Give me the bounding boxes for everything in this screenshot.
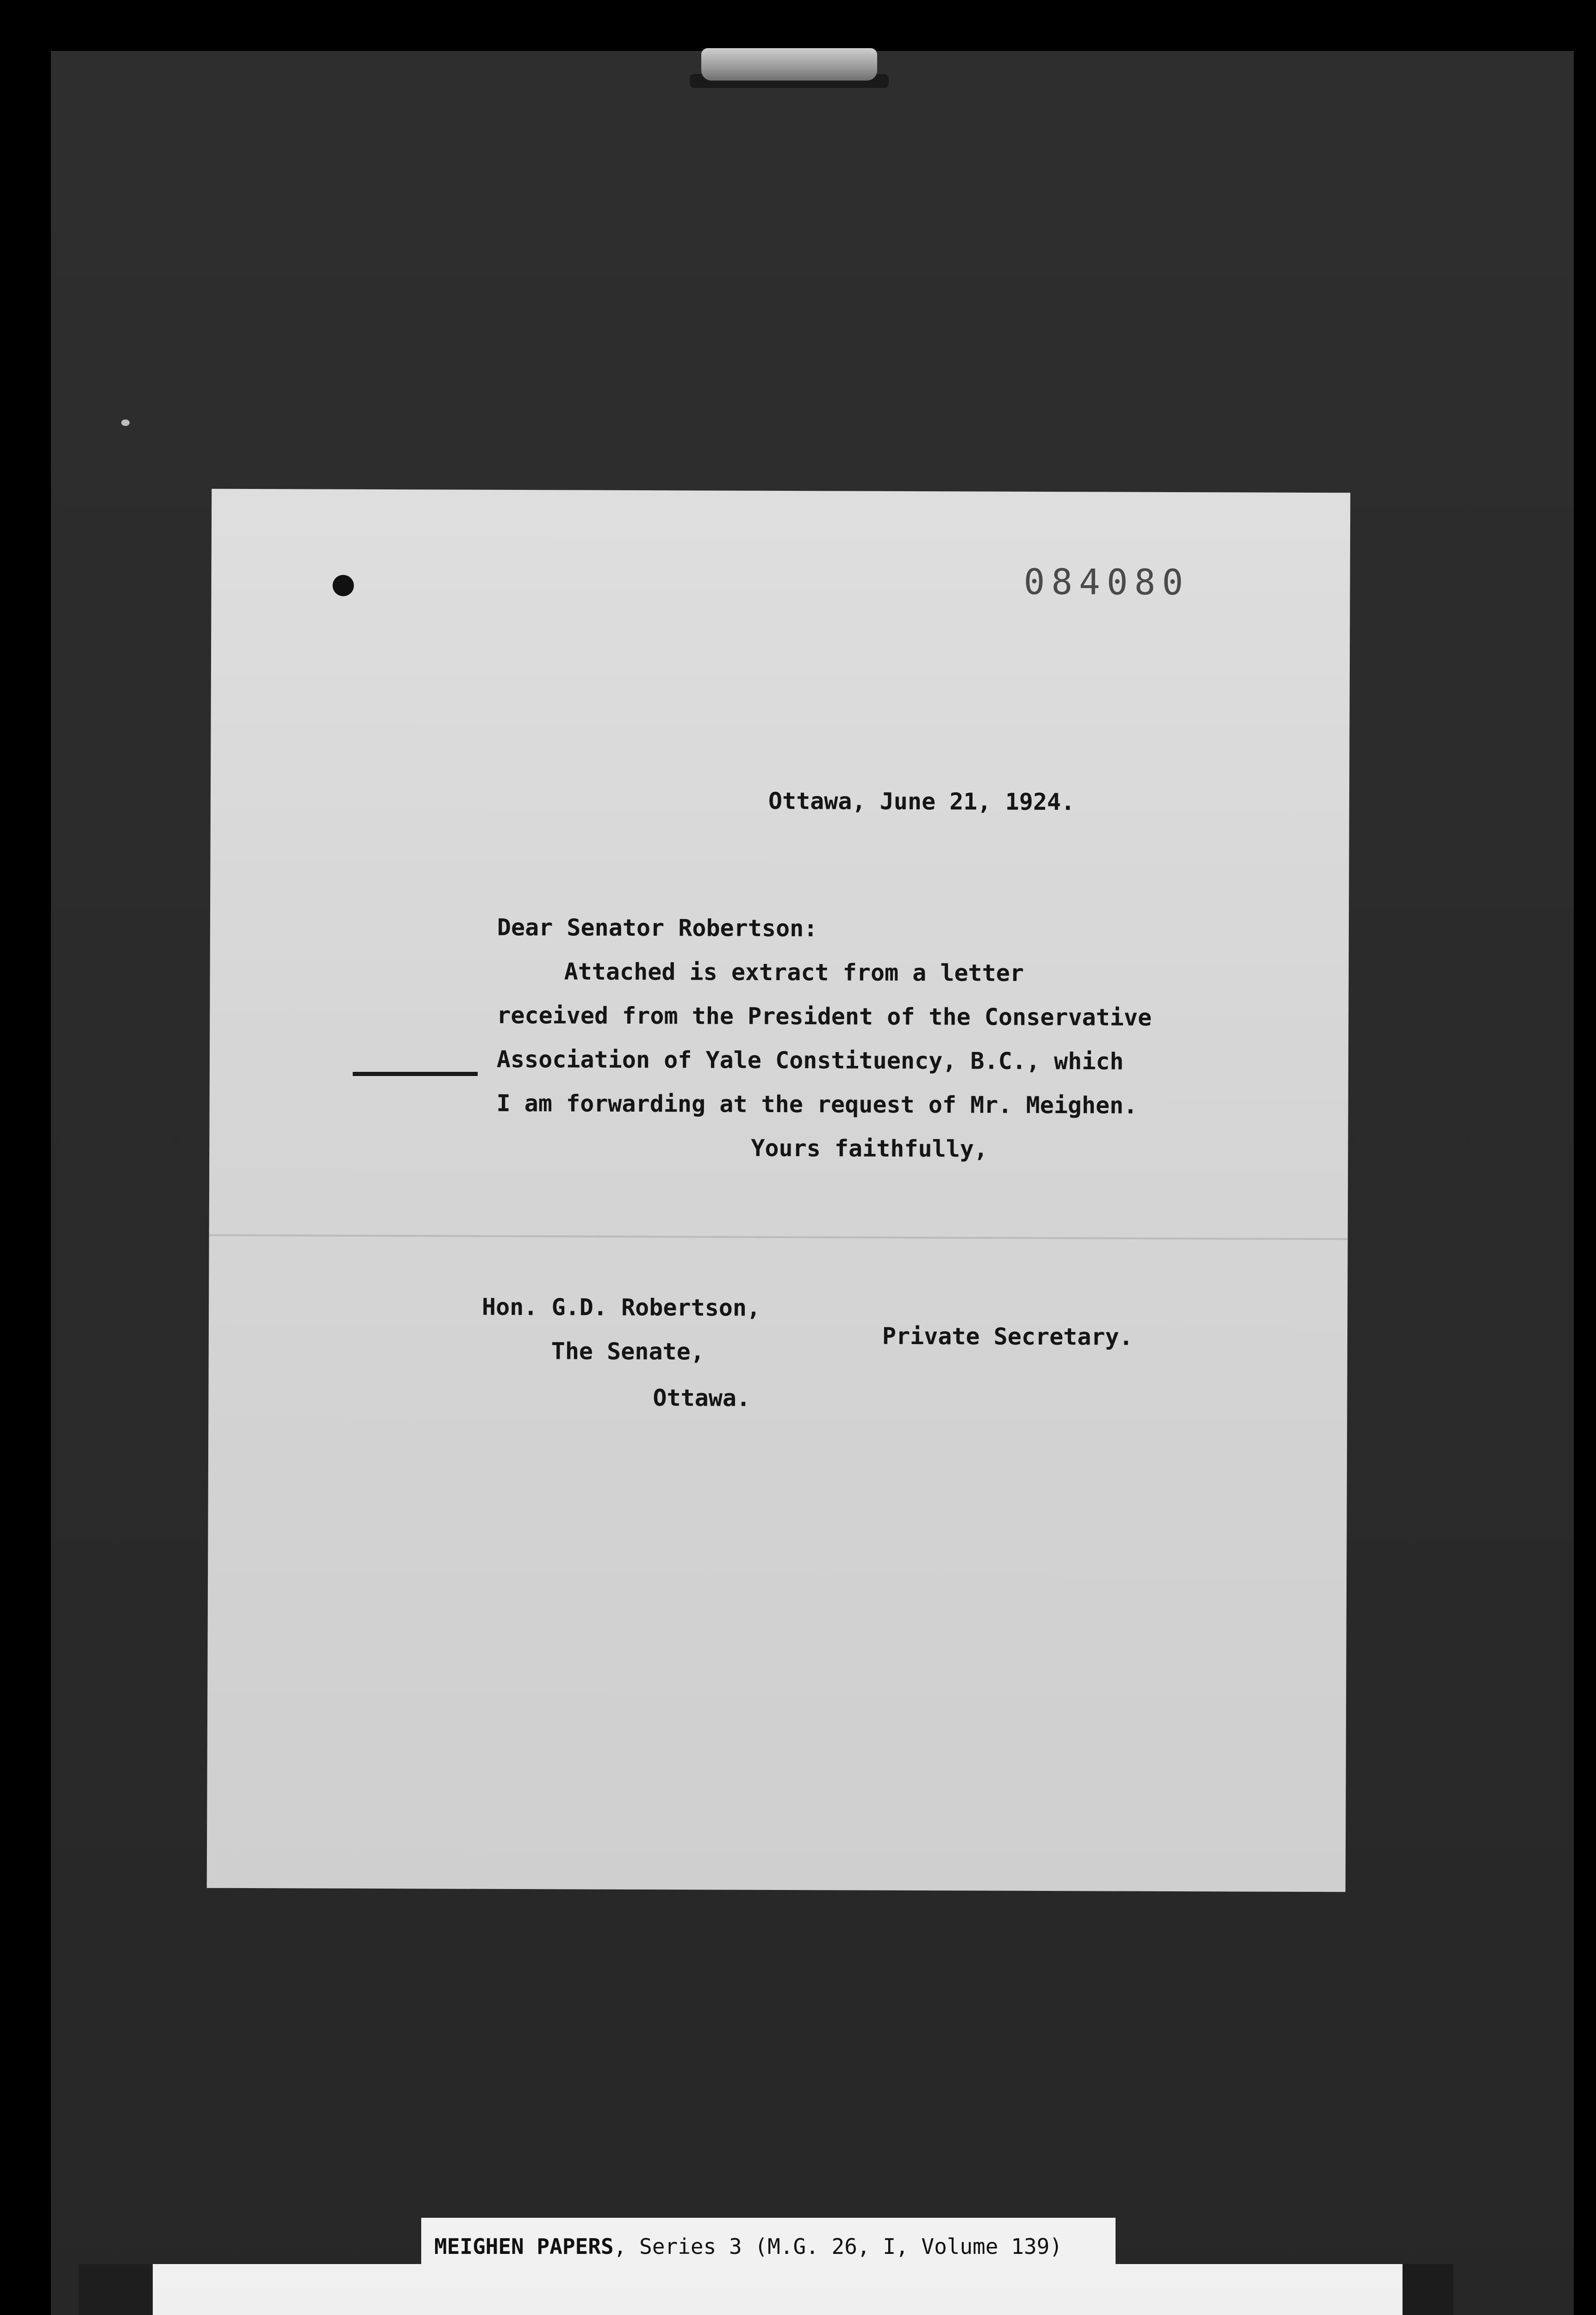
letter-page: [207, 489, 1351, 1892]
archive-card: [153, 2264, 1403, 2315]
series-label: [434, 2234, 1062, 2259]
margin-marker-line: [353, 1072, 478, 1076]
dust-speck: [121, 419, 130, 426]
recipient-line-3: Ottawa.: [653, 1384, 751, 1412]
body-line-1: Attached is extract from a letter: [564, 958, 1024, 987]
card-shadow-right: [1398, 2264, 1453, 2315]
page-fold-line: [209, 1234, 1348, 1240]
salutation: Dear Senator Robertson:: [497, 913, 818, 942]
closing: Yours faithfully,: [751, 1134, 988, 1163]
series-name: MEIGHEN PAPERS: [434, 2234, 614, 2259]
document-number: 084080: [1023, 561, 1190, 603]
body-line-4: I am forwarding at the request of Mr. Meighen.: [496, 1089, 1138, 1119]
card-shadow-left: [79, 2264, 153, 2315]
date-line: Ottawa, June 21, 1924.: [768, 787, 1075, 816]
series-detail: , Series 3 (M.G. 26, I, Volume 139): [613, 2234, 1063, 2259]
recipient-line-2: The Senate,: [551, 1338, 705, 1365]
signature-title: Private Secretary.: [882, 1322, 1133, 1351]
body-line-2: received from the President of the Conservative: [497, 1001, 1152, 1031]
punch-hole: [332, 575, 354, 596]
recipient-line-1: Hon. G.D. Robertson,: [482, 1293, 761, 1321]
binder-clip: [701, 48, 877, 81]
body-line-3: Association of Yale Constituency, B.C., which: [496, 1045, 1124, 1075]
